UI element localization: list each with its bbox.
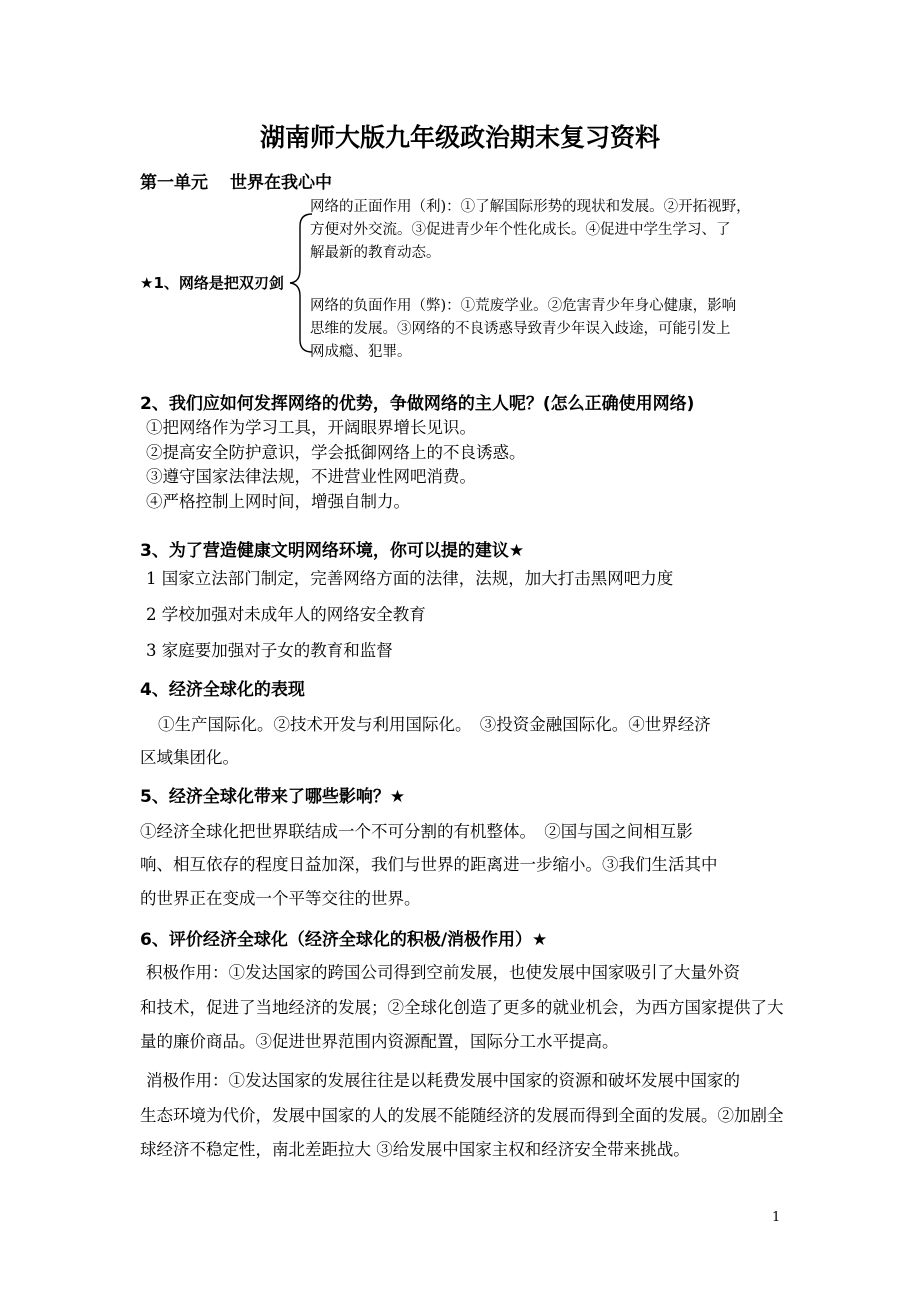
negative-effects-paragraph xyxy=(140,1064,800,1168)
unit-heading xyxy=(140,168,332,193)
network-positive-effects xyxy=(310,196,800,265)
text-line: 解最新的教育动态。 xyxy=(310,245,441,261)
unit-name: 世界在我心中 xyxy=(230,173,332,193)
text-line: 响、相互依存的程度日益加深，我们与世界的距离进一步缩小。③我们生活其中 xyxy=(140,855,718,874)
section5-heading: 5、经济全球化带来了哪些影响？★ xyxy=(140,787,406,807)
text-line: 网络的负面作用（弊)：①荒废学业。②危害青少年身心健康，影响 xyxy=(310,298,737,314)
text-line: 网成瘾、犯罪。 xyxy=(310,344,412,360)
text-line: 积极作用：①发达国家的跨国公司得到空前发展，也使发展中国家吸引了大量外资 xyxy=(146,963,740,982)
list-item: ②提高安全防护意识，学会抵御网络上的不良诱惑。 xyxy=(146,443,526,462)
list-item: 2 学校加强对未成年人的网络安全教育 xyxy=(146,605,426,624)
list-item: ④严格控制上网时间，增强自制力。 xyxy=(146,492,410,511)
section3-heading: 3、为了营造健康文明网络环境，你可以提的建议★ xyxy=(140,541,525,561)
text-line: ①生产国际化。②技术开发与利用国际化。 ③投资金融国际化。④世界经济 xyxy=(158,715,711,734)
list-item: ①把网络作为学习工具，开阔眼界增长见识。 xyxy=(146,418,476,437)
text-line: 生态环境为代价，发展中国家的人的发展不能随经济的发展而得到全面的发展。②加剧全 xyxy=(140,1105,784,1125)
list-item: 3 家庭要加强对子女的教育和监督 xyxy=(146,641,393,660)
section1-label: ★1、网络是把双刃剑 xyxy=(140,274,284,292)
list-item: 1 国家立法部门制定，完善网络方面的法律，法规，加大打击黑网吧力度 xyxy=(146,569,674,588)
text-line: 思维的发展。③网络的不良诱惑导致青少年误入歧途，可能引发上 xyxy=(310,321,731,337)
section4-heading: 4、经济全球化的表现 xyxy=(140,680,305,700)
text-line: 消极作用：①发达国家的发展往往是以耗费发展中国家的资源和破坏发展中国家的 xyxy=(146,1071,740,1090)
text-line: 的世界正在变成一个平等交往的世界。 xyxy=(140,889,421,908)
positive-effects-paragraph xyxy=(140,956,800,1060)
text-line: 和技术，促进了当地经济的发展；②全球化创造了更多的就业机会，为西方国家提供了大 xyxy=(140,997,784,1017)
text-line: 球经济不稳定性，南北差距拉大 ③给发展中国家主权和经济安全带来挑战。 xyxy=(140,1140,690,1159)
text-line: 网络的正面作用（利)：①了解国际形势的现状和发展。②开拓视野， xyxy=(310,199,751,215)
page-number: 1 xyxy=(772,1210,781,1225)
text-line: 区域集团化。 xyxy=(140,748,239,767)
unit-number: 第一单元 xyxy=(140,173,208,193)
network-negative-effects xyxy=(310,295,800,364)
section2-heading: 2、我们应如何发挥网络的优势，争做网络的主人呢？(怎么正确使用网络) xyxy=(140,394,695,414)
text-line: ①经济全球化把世界联结成一个不可分割的有机整体。 ②国与国之间相互影 xyxy=(140,822,693,841)
text-line: 量的廉价商品。③促进世界范围内资源配置，国际分工水平提高。 xyxy=(140,1032,619,1051)
page-title: 湖南师大版九年级政治期末复习资料 xyxy=(259,123,660,152)
text-line: 方便对外交流。③促进青少年个性化成长。④促进中学生学习、了 xyxy=(310,222,731,238)
section6-heading: 6、评价经济全球化（经济全球化的积极/消极作用）★ xyxy=(140,930,548,950)
list-item: ③遵守国家法律法规，不进营业性网吧消费。 xyxy=(146,467,476,486)
